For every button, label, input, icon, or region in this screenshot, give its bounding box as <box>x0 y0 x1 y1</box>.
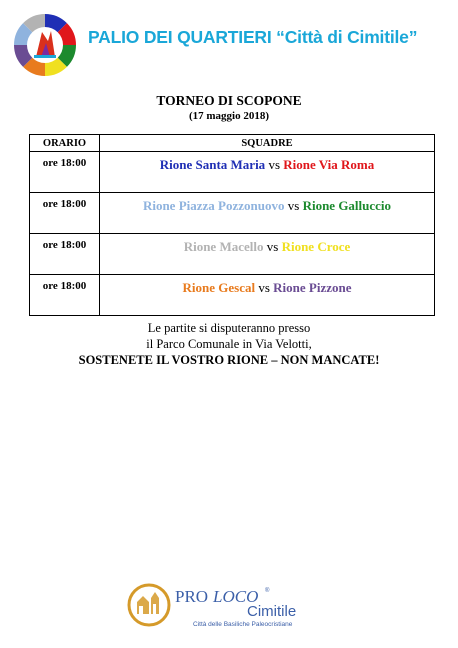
match-teams <box>100 275 435 316</box>
column-header-squadre: SQUADRE <box>100 135 435 152</box>
match-time: ore 18:00 <box>30 193 100 234</box>
match-time: ore 18:00 <box>30 234 100 275</box>
schedule-table <box>29 134 435 316</box>
away-team: Rione Via Roma <box>283 157 375 172</box>
svg-text:®: ® <box>265 588 270 594</box>
match-time: ore 18:00 <box>30 152 100 193</box>
vs-label: vs <box>266 239 279 254</box>
venue-text-line-2: il Parco Comunale in Via Velotti, <box>146 337 312 351</box>
svg-text:Città delle Basiliche Paleocri: Città delle Basiliche Paleocristiane <box>193 621 293 628</box>
svg-text:PRO: PRO <box>175 587 209 606</box>
event-title: TORNEO DI SCOPONE <box>156 93 302 108</box>
slogan-text: SOSTENETE IL VOSTRO RIONE – NON MANCATE! <box>78 353 380 367</box>
home-team: Rione Macello <box>183 239 264 254</box>
away-team: Rione Pizzone <box>273 280 352 295</box>
table-row <box>30 234 435 275</box>
home-team: Rione Gescal <box>182 280 256 295</box>
svg-text:Cimitile: Cimitile <box>247 603 297 620</box>
away-team: Rione Croce <box>281 239 351 254</box>
table-row <box>30 152 435 193</box>
home-team: Rione Santa Maria <box>159 157 266 172</box>
match-teams <box>100 193 435 234</box>
vs-label: vs <box>287 198 300 213</box>
palio-logo-icon <box>12 12 78 78</box>
home-team: Rione Piazza Pozzonuovo <box>142 198 285 213</box>
svg-text:LOCO: LOCO <box>213 587 259 606</box>
venue-text-line-1: Le partite si disputeranno presso <box>147 321 311 335</box>
table-row <box>30 193 435 234</box>
table-header-row <box>30 135 435 152</box>
away-team: Rione Galluccio <box>302 198 392 213</box>
column-header-orario: ORARIO <box>30 135 100 152</box>
pro-loco-logo-icon <box>127 580 337 630</box>
page-title: PALIO DEI QUARTIERI “Città di Cimitile” <box>88 27 418 47</box>
vs-label: vs <box>258 280 270 295</box>
match-teams <box>100 152 435 193</box>
match-time: ore 18:00 <box>30 275 100 316</box>
event-date: (17 maggio 2018) <box>188 110 270 122</box>
vs-label: vs <box>268 157 280 172</box>
match-teams <box>100 234 435 275</box>
table-row <box>30 275 435 316</box>
